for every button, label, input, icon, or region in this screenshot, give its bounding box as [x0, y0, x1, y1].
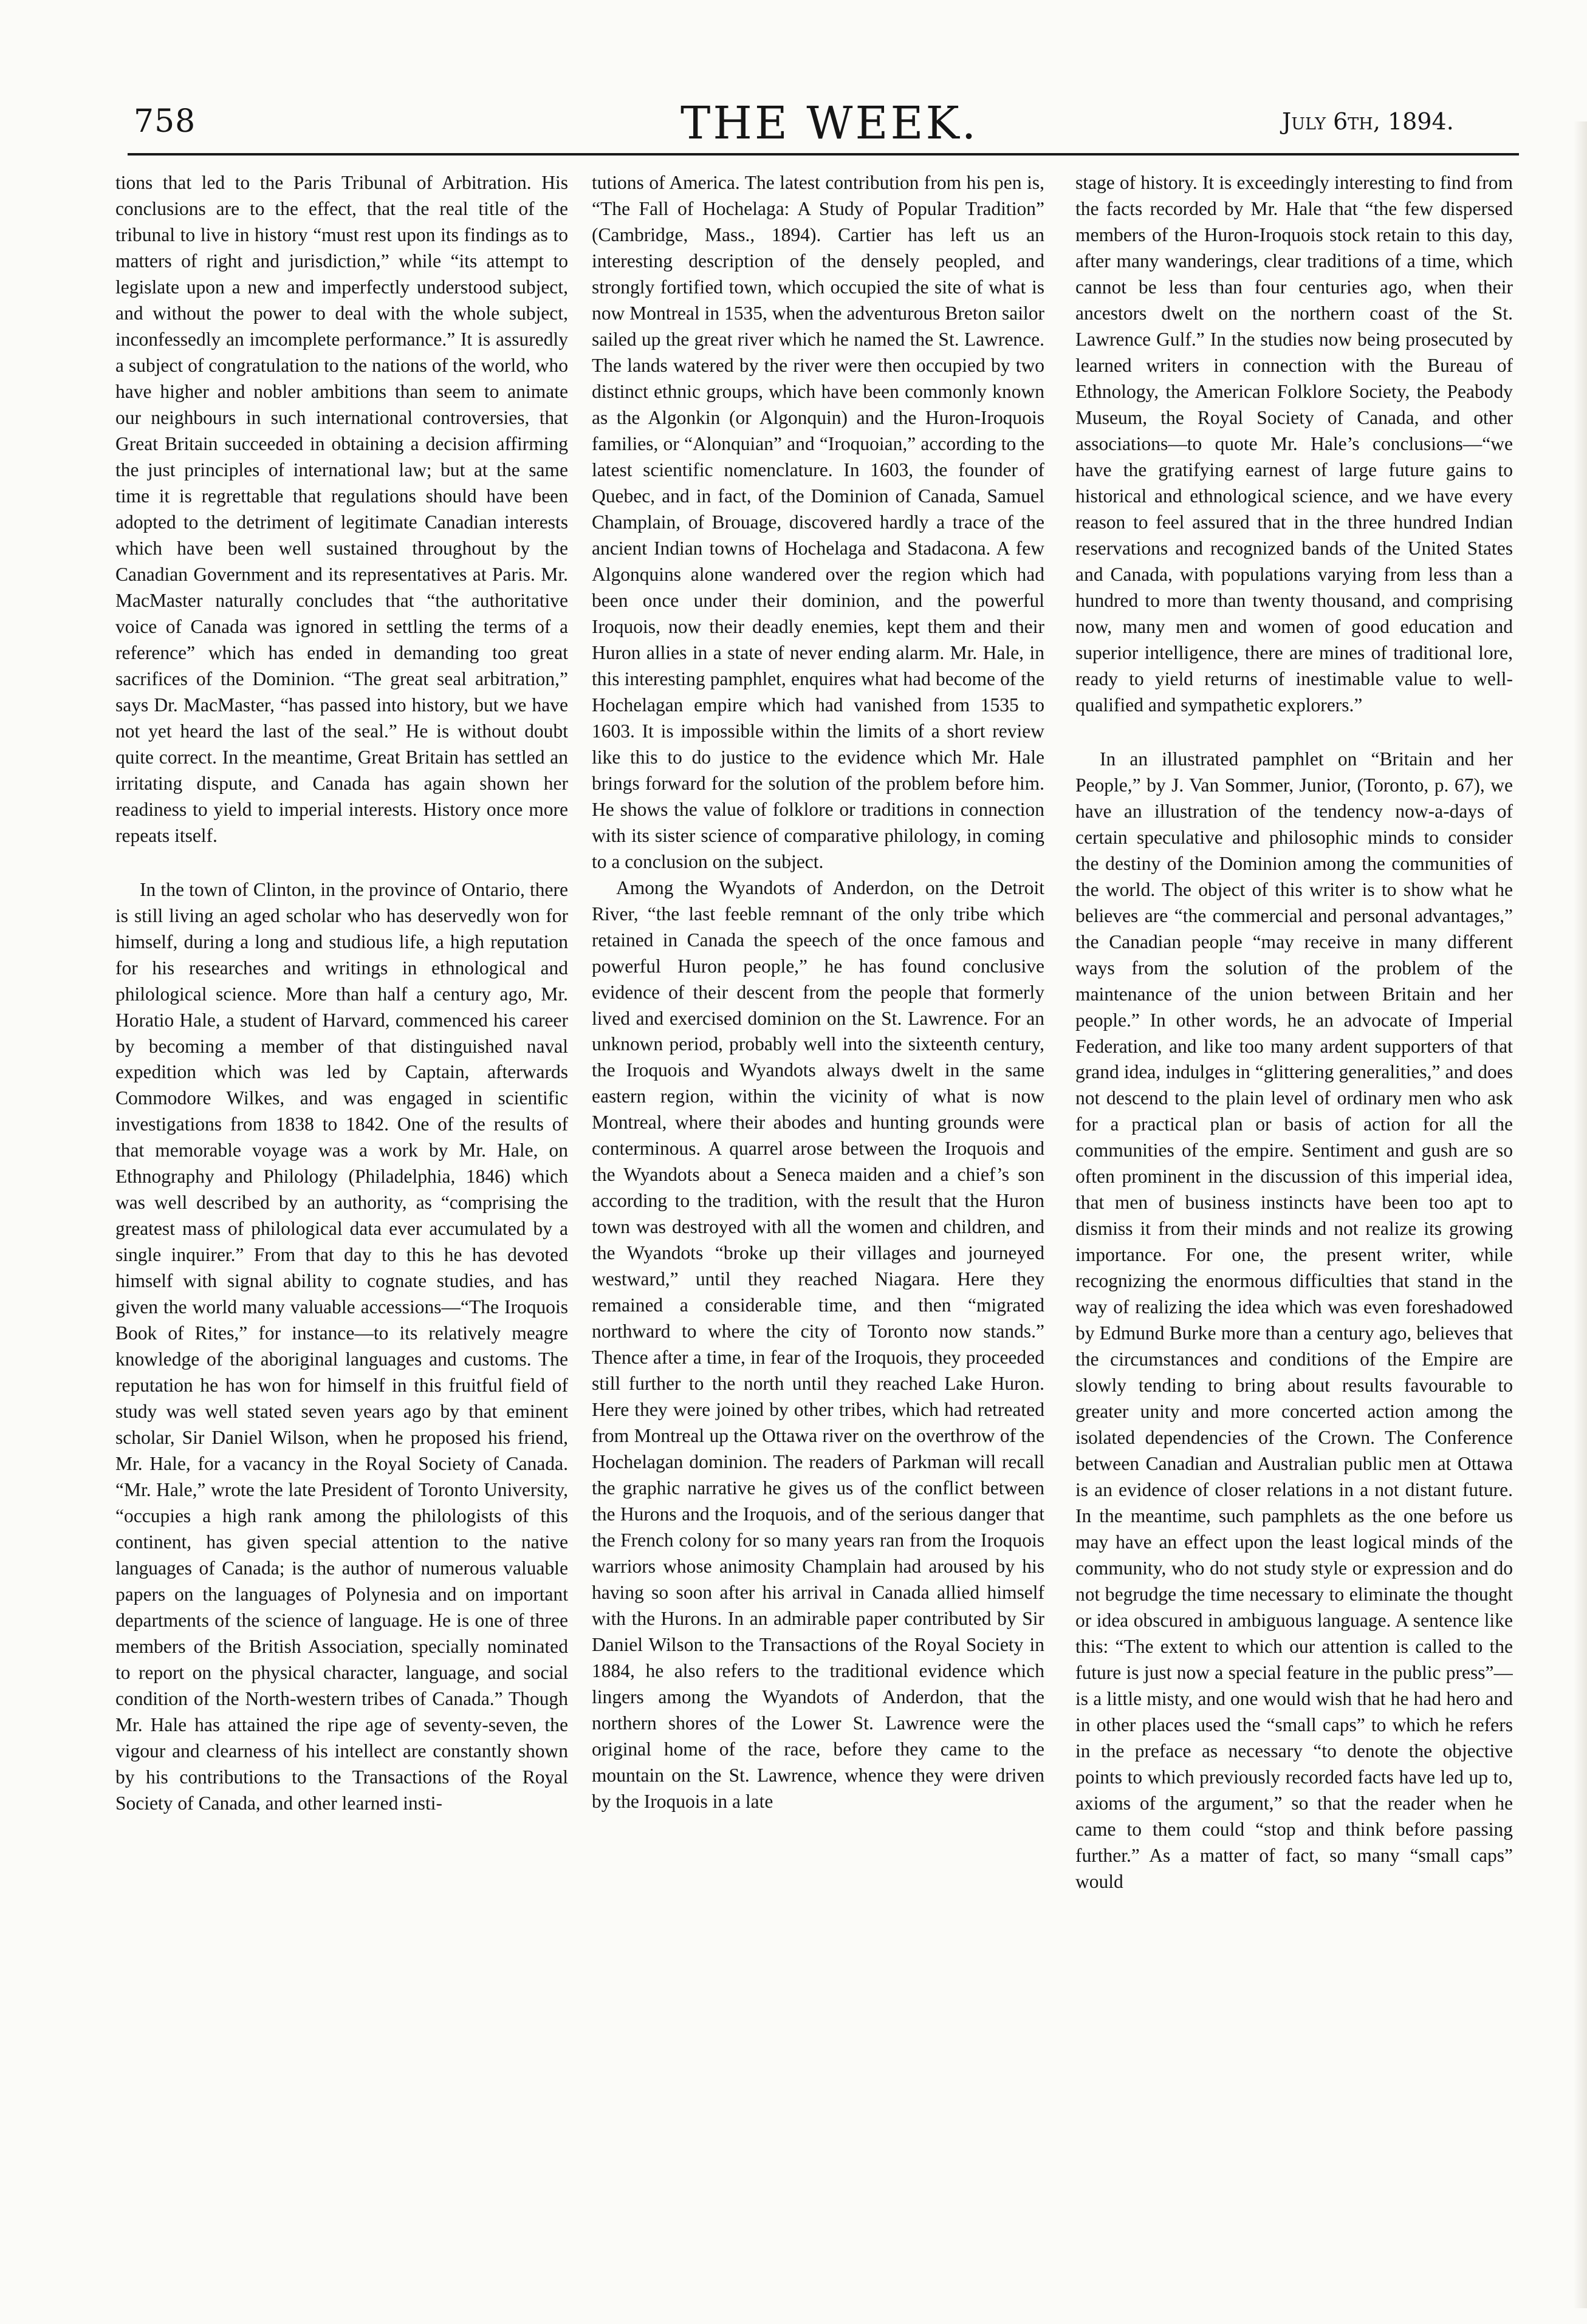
page-edge-shadow — [1574, 121, 1587, 2308]
text-column-left — [115, 170, 568, 2290]
page-header — [0, 0, 1587, 158]
text-column-right — [1075, 170, 1513, 2290]
paragraph-huron-iroquois-traditions: stage of history. It is exceedingly interesting to find from the facts recorded by Mr. Hale that “the few dispersed members of the Huron-Iroquois stock retain to this day, after many wanderings, clear traditions of a time, which cannot be less than four centuries ago, when their ancestors dwelt on the northern coast of the St. Lawrence Gulf.” In the studies now being prosecuted by learned writers in connection with the Bureau of Ethnology, the American Folklore Society, the Peabody Museum, the Royal Society of Canada, and other associations—to quote Mr. Hale’s conclusions—“we have the gratifying earnest of large future gains to historical and ethnological science, and we have every reason to feel assured that in the three hundred Indian reservations and recognized bands of the United States and Canada, with populations varying from less than a hundred to more than twenty thousand, and comprising now, many men and women of good education and superior intelligence, there are mines of traditional lore, ready to yield returns of inestimable value to well-qualified and sympathetic explorers.” — [1075, 172, 1513, 716]
page-number: 758 — [134, 103, 196, 140]
paragraph-paris-tribunal: tions that led to the Paris Tribunal of Arbitration. His conclusions are to the effect, that the real title of the tribunal to live in history “must rest upon its findings as to matters of right and jurisdiction,” while “its attempt to legislate upon a new and imperfectly understood subject, and without the power to deal with the whole subject, inconfessedly an imcomplete performance.” It is assuredly a subject of congratulation to the nations of the world, who have higher and nobler ambitions than seem to animate our neighbours in such international controversies, that Great Britain succeeded in obtaining a decision affirming the just principles of international law; but at the same time it is regrettable that regulations should have been adopted to the detriment of legitimate Canadian interests which have been well sustained throughout by the Canadian Government and its representatives at Paris. Mr. MacMaster naturally concludes that “the authoritative voice of Canada was ignored in settling the terms of a reference” which has ended in demanding too great sacrifices of the Dominion. “The great seal arbitration,” says Dr. MacMaster, “has passed into history, but we have not yet heard the last of the seal.” He is without doubt quite correct. In the meantime, Great Britain has settled an irritating dispute, and Canada has again shown her readiness to yield to imperial interests. History once more repeats itself. — [115, 172, 568, 846]
paragraph-wyandots: Among the Wyandots of Anderdon, on the Detroit River, “the last feeble remnant of the only tribe which retained in Canada the speech of the once famous and powerful Huron people,” he has found conclusive evidence of their descent from the people that formerly lived and exercised dominion on the St. Lawrence. For an unknown period, probably well into the sixteenth century, the Iroquois and Wyandots always dwelt in the same eastern region, within the vicinity of what is now Montreal, where their abodes and hunting grounds were conterminous. A quarrel arose between the Iroquois and the Wyandots about a Seneca maiden and a chief’s son according to the tradition, with the result that the Huron town was destroyed with all the women and children, and the Wyandots “broke up their villages and journeyed westward,” until they reached Niagara. Here they remained a considerable time, and then “migrated northward to where the city of Toronto now stands.” Thence after a time, in fear of the Iroquois, they proceeded still further to the north until they reached Lake Huron. Here they were joined by other tribes, which had retreated from Montreal up the Ottawa river on the overthrow of the Hochelagan dominion. The readers of Parkman will recall the graphic narrative he gives us of the conflict between the Hurons and the Iroquois, and of the serious danger that the French colony for so many years ran from the Iroquois warriors whose animosity Champlain had aroused by his having so soon after his arrival in Canada allied himself with the Hurons. In an admirable paper contributed by Sir Daniel Wilson to the Transactions of the Royal Society in 1884, he also refers to the traditional evidence which lingers among the Wyandots of Anderdon, that the northern shores of the Lower St. Lawrence were the original home of the race, before they came to the mountain on the St. Lawrence, whence they were driven by the Iroquois in a late — [592, 877, 1044, 1813]
header-rule — [128, 153, 1519, 156]
paragraph-fall-of-hochelaga: tutions of America. The latest contribution from his pen is, “The Fall of Hochelaga: A Study of Popular Tradition” (Cambridge, Mass., 1894). Cartier has left us an interesting description of the densely peopled, and strongly fortified town, which occupied the site of what is now Montreal in 1535, when the adventurous Breton sailor sailed up the great river which he named the St. Lawrence. The lands watered by the river were then occupied by two distinct ethnic groups, which have been commonly known as the Algonkin (or Algonquin) and the Huron-Iroquois families, or “Alonquian” and “Iroquoian,” according to the latest scientific nomenclature. In 1603, the founder of Quebec, and in fact, of the Dominion of Canada, Samuel Champlain, of Brouage, discovered hardly a trace of the ancient Indian towns of Hochelaga and Stadacona. A few Algonquins alone wandered over the region which had been once under their dominion, and the powerful Iroquois, now their deadly enemies, kept them and their Huron allies in a state of never ending alarm. Mr. Hale, in this interesting pamphlet, enquires what had become of the Hochelagan empire which had vanished from 1535 to 1603. It is impossible within the limits of a short review like this to do justice to the evidence which Mr. Hale brings forward for the solution of the problem before him. He shows the value of folklore or traditions in connection with its sister science of comparative philology, in coming to a conclusion on the subject. — [592, 172, 1044, 872]
text-column-middle — [592, 170, 1044, 2290]
paragraph-horatio-hale: In the town of Clinton, in the province of Ontario, there is still living an aged scholar who has deservedly won for himself, during a long and studious life, a high reputation for his researches and writings in ethnological and philological science. More than half a century ago, Mr. Horatio Hale, a student of Harvard, commenced his career by becoming a member of that distinguished naval expedition which was led by Captain, afterwards Commodore Wilkes, and was engaged in scientific investigations from 1838 to 1842. One of the results of that memorable voyage was a work by Mr. Hale, on Ethnography and Philology (Philadelphia, 1846) which was well described by an authority, as “comprising the greatest mass of philological data ever accumulated by a single inquirer.” From that day to this he has devoted himself with signal ability to cognate studies, and has given the world many valuable accessions—“The Iroquois Book of Rites,” for instance—to its relatively meagre knowledge of the aboriginal languages and customs. The reputation he has won for himself in this fruitful field of study was well stated seven years ago by that eminent scholar, Sir Daniel Wilson, when he proposed his friend, Mr. Hale, for a vacancy in the Royal Society of Canada. “Mr. Hale,” wrote the late President of Toronto University, “occupies a high rank among the philologists of this continent, has given special attention to the native languages of Canada; is the author of numerous valuable papers on the languages of Polynesia and on important departments of the science of language. He is one of three members of the British Association, specially nominated to report on the physical character, language, and social condition of the North-western tribes of Canada.” Though Mr. Hale has attained the ripe age of seventy-seven, the vigour and clearness of his intellect are constantly shown by his contributions to the Transactions of the Royal Society of Canada, and other learned insti- — [115, 878, 568, 1814]
paragraph-britain-and-her-people: In an illustrated pamphlet on “Britain and her People,” by J. Van Sommer, Junior, (Toronto, p. 67), we have an illustration of the tendency now-a-days of certain speculative and philosophic minds to consider the destiny of the Dominion among the communities of the world. The object of this writer is to show what he believes are “the commercial and personal advantages,” the Canadian people “may receive in many different ways from the solution of the problem of the maintenance of the union between Britain and her people.” In other words, he an advocate of Imperial Federation, and like too many ardent supporters of that grand idea, indulges in “glittering generalities,” and does not descend to the plain level of ordinary men who ask for a practical plan or basis of action for all the communities of the empire. Sentiment and gush are so often prominent in the discussion of this imperial idea, that men of business instincts have been too apt to dismiss it from their minds and not realize its growing importance. For one, the present writer, while recognizing the enormous difficulties that stand in the way of realizing the idea which was even foreshadowed by Edmund Burke more than a century ago, believes that the circumstances and conditions of the Empire are slowly tending to bring about results favourable to greater unity and more concerted action among the isolated dependencies of the Crown. The Conference between Canadian and Australian public men at Ottawa is an evidence of closer relations in a not distant future. In the meantime, such pamphlets as the one before us may have an effect upon the least logical minds of the community, who do not study style or expression and do not begrudge the time necessary to eliminate the thought or idea obscured in ambiguous language. A sentence like this: “The extent to which our attention is called to the future is just now a special feature in the public press”—is a little misty, and one would wish that he had hero and in other places used the “small caps” to which he refers in the preface as necessary “to denote the objective points to which previously recorded facts have led up to, axioms of the argument,” so that the reader when he came to them could “stop and think before passing further.” As a matter of fact, so many “small caps” would — [1075, 748, 1513, 1892]
masthead-title: THE WEEK. — [680, 97, 979, 149]
issue-date: July 6th, 1894. — [1282, 108, 1454, 135]
